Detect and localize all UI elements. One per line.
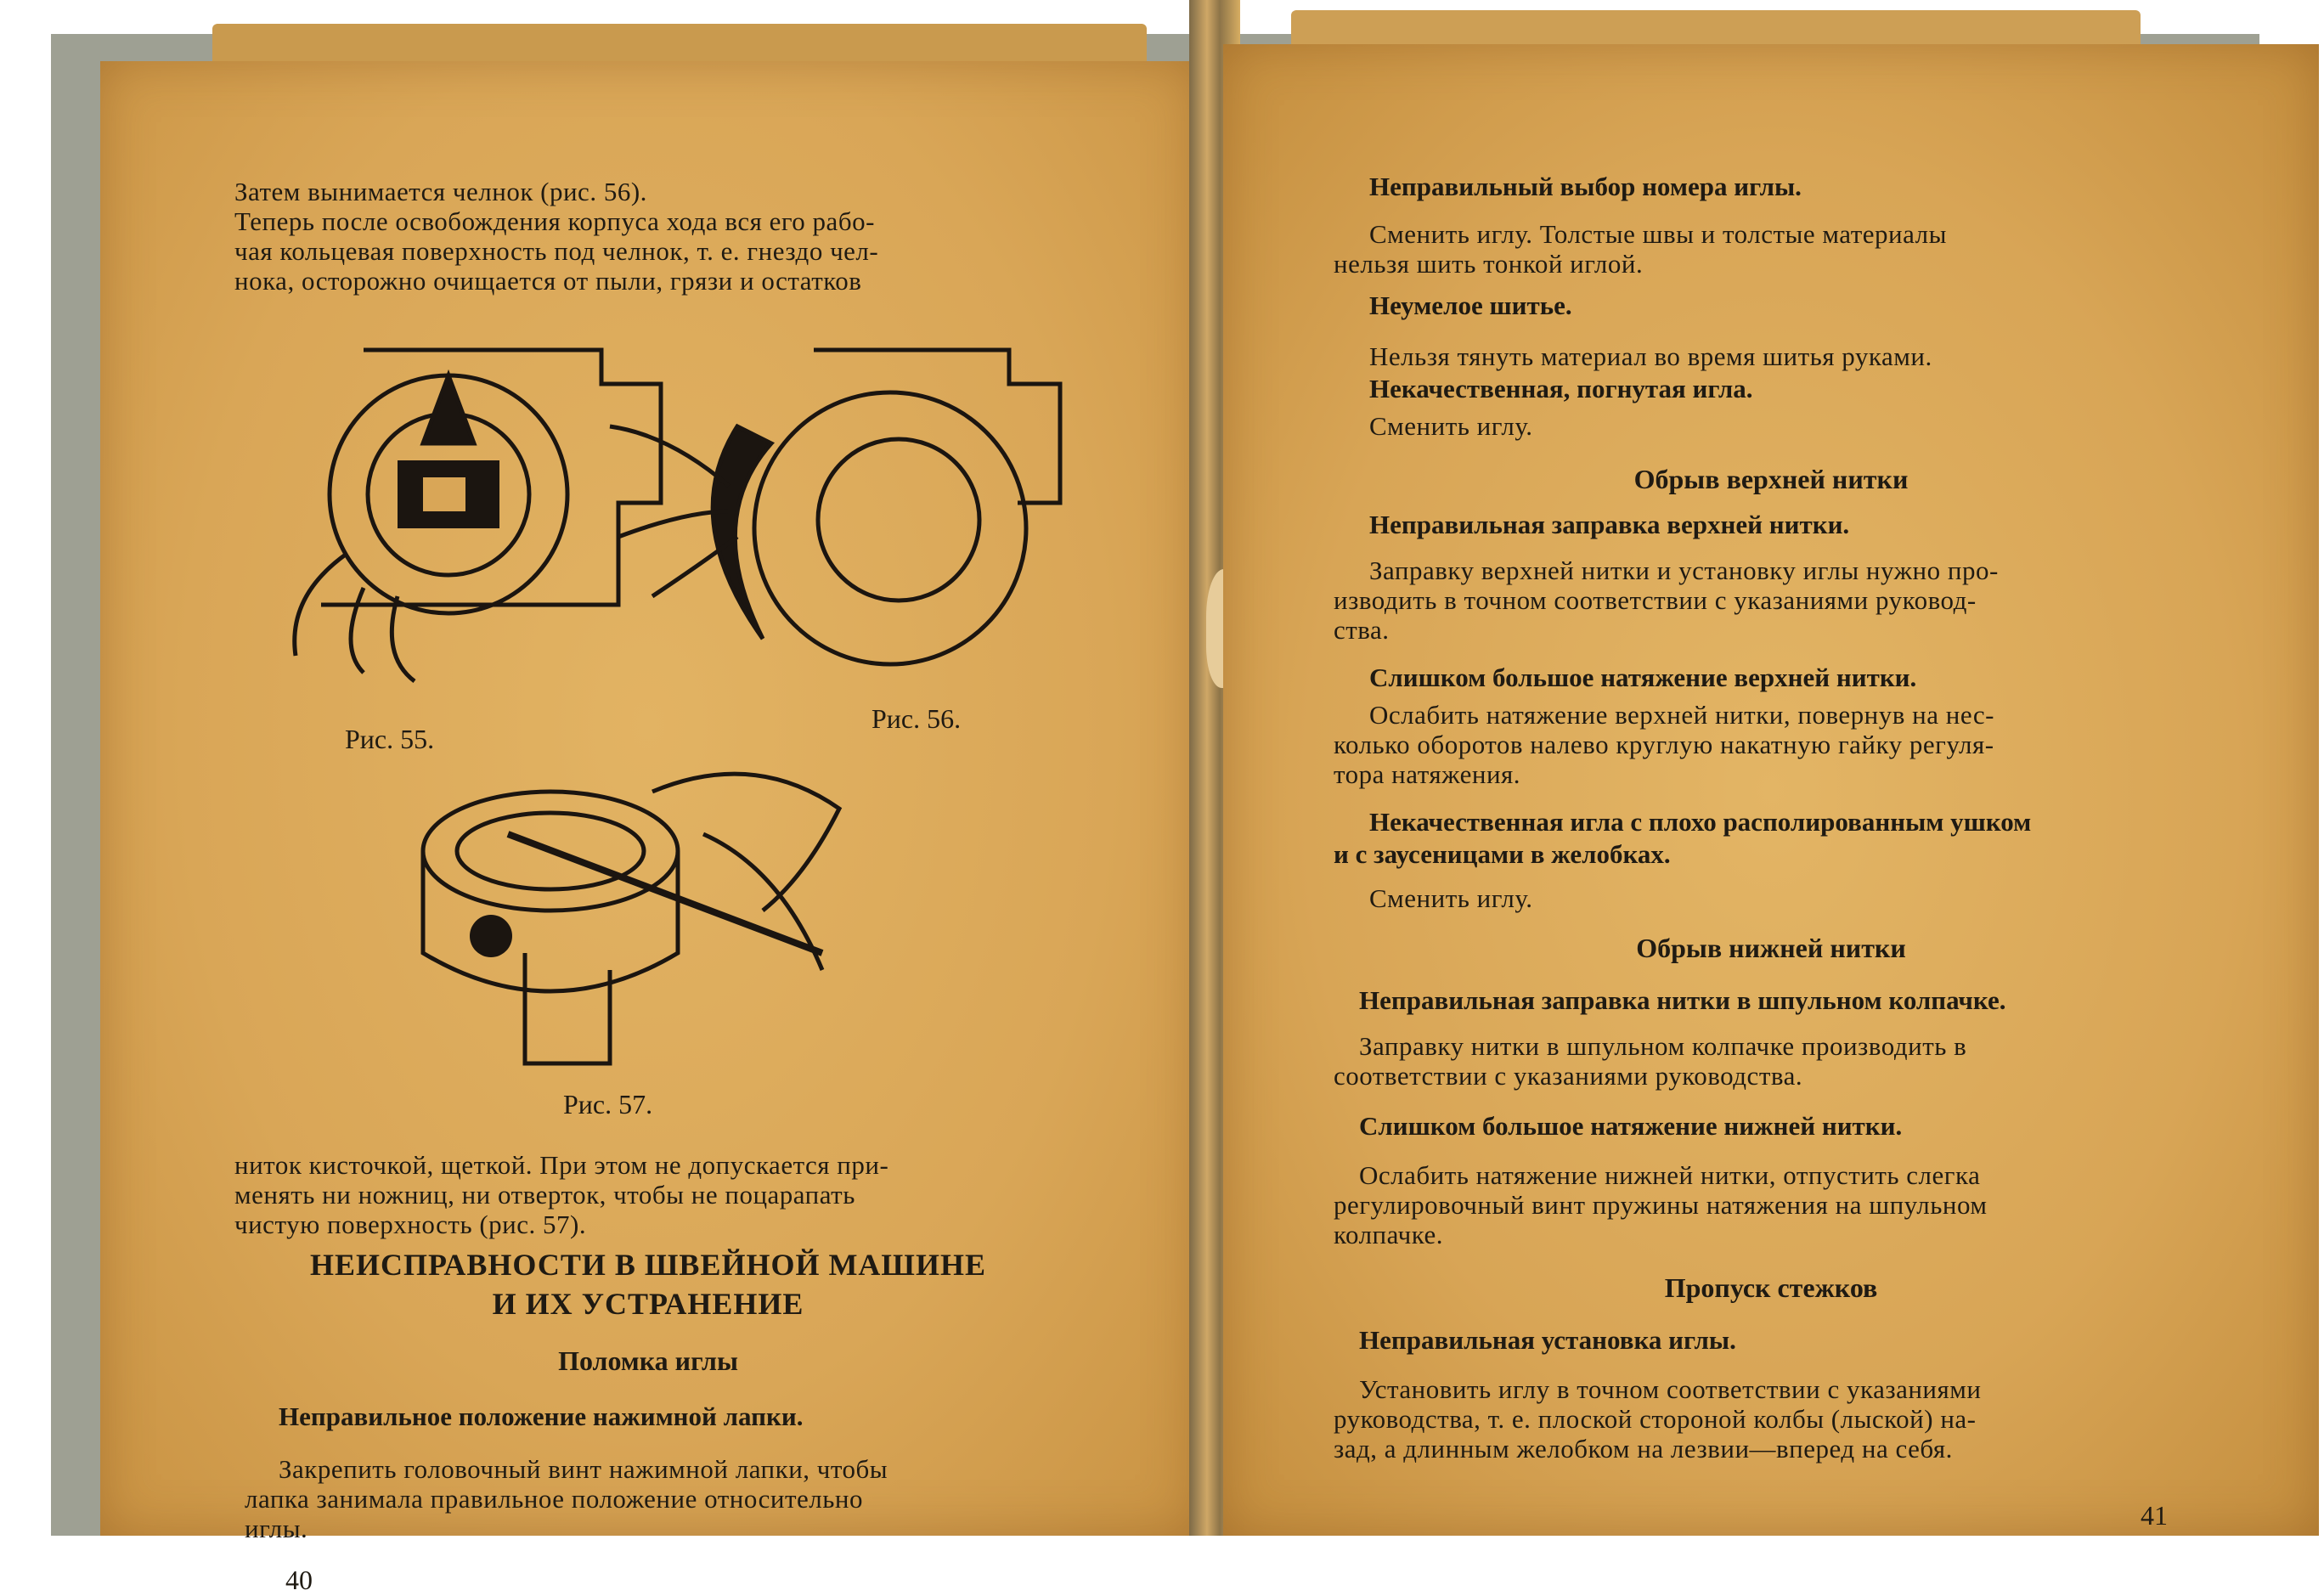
subsection-title: Обрыв нижней нитки — [1636, 933, 1906, 963]
cause-heading: Неправильная заправка нитки в шпульном колпачке. — [1359, 985, 2006, 1015]
subsection-title: Пропуск стежков — [1664, 1272, 1878, 1303]
body-line: зад, а длинным желобком на лезвии—вперед на себя. — [1334, 1434, 1953, 1463]
subsection-title: Поломка иглы — [558, 1345, 738, 1376]
figure-56-shuttle-illustration — [601, 316, 1077, 715]
cause-heading: Некачественная игла с плохо располированным ушком — [1369, 807, 2032, 837]
body-line: Ослабить натяжение верхней нитки, повернув на нес- — [1369, 700, 1994, 730]
cause-heading: Неправильное положение нажимной лапки. — [279, 1401, 804, 1431]
intro-line: Теперь после освобождения корпуса хода вся его рабо- — [234, 206, 875, 236]
right-page — [1223, 44, 2319, 1536]
figure-57-cleaning-illustration — [398, 758, 873, 1080]
body-line: соответствии с указаниями руководства. — [1334, 1061, 1803, 1091]
cause-heading: и с заусеницами в желобках. — [1334, 839, 1671, 869]
body-line: изводить в точном соответствии с указаниями руковод- — [1334, 585, 1977, 615]
cause-heading: Неправильная установка иглы. — [1359, 1325, 1736, 1355]
body-line: тора натяжения. — [1334, 759, 1521, 789]
body-line: нельзя шить тонкой иглой. — [1334, 249, 1644, 279]
body-line: иглы. — [245, 1514, 308, 1543]
page-number: 41 — [2141, 1500, 2168, 1531]
body-line: менять ни ножниц, ни отверток, чтобы не поцарапать — [234, 1180, 855, 1210]
body-line: руководства, т. е. плоской стороной колбы (лыской) на- — [1334, 1404, 1977, 1434]
body-line: колпачке. — [1334, 1220, 1444, 1249]
figure-56-caption: Рис. 56. — [872, 703, 962, 734]
body-line: Нельзя тянуть материал во время шитья руками. — [1369, 341, 1932, 371]
body-line: лапка занимала правильное положение относительно — [245, 1484, 863, 1514]
body-line: Сменить иглу. Толстые швы и толстые материалы — [1369, 219, 1947, 249]
intro-line: Затем вынимается челнок (рис. 56). — [234, 177, 647, 206]
intro-line: чая кольцевая поверхность под челнок, т. е. гнездо чел- — [234, 236, 879, 266]
figure-55-caption: Рис. 55. — [345, 724, 435, 754]
intro-line: нока, осторожно очищается от пыли, грязи и остатков — [234, 266, 862, 296]
cause-heading: Неправильная заправка верхней нитки. — [1369, 510, 1850, 539]
body-line: Сменить иглу. — [1369, 411, 1533, 441]
section-title: НЕИСПРАВНОСТИ В ШВЕЙНОЙ МАШИНЕ — [310, 1248, 986, 1282]
body-line: Заправку верхней нитки и установку иглы нужно про- — [1369, 555, 1999, 585]
cause-heading: Некачественная, погнутая игла. — [1369, 374, 1753, 403]
page-number: 40 — [285, 1565, 313, 1595]
body-line: регулировочный винт пружины натяжения на шпульном — [1334, 1190, 1988, 1220]
body-line: Ослабить натяжение нижней нитки, отпустить слегка — [1359, 1160, 1981, 1190]
cause-heading: Слишком большое натяжение нижней нитки. — [1359, 1111, 1903, 1141]
body-line: Сменить иглу. — [1369, 883, 1533, 913]
cause-heading: Слишком большое натяжение верхней нитки. — [1369, 663, 1917, 692]
body-line: ниток кисточкой, щеткой. При этом не допускается при- — [234, 1150, 889, 1180]
cause-heading: Неправильный выбор номера иглы. — [1369, 172, 1802, 201]
body-line: Установить иглу в точном соответствии с указаниями — [1359, 1374, 1982, 1404]
section-title: И ИХ УСТРАНЕНИЕ — [492, 1287, 804, 1321]
body-line: Заправку нитки в шпульном колпачке производить в — [1359, 1031, 1967, 1061]
figure-57-caption: Рис. 57. — [563, 1089, 653, 1119]
body-line: чистую поверхность (рис. 57). — [234, 1210, 587, 1239]
left-page — [100, 61, 1196, 1595]
body-line: ства. — [1334, 615, 1390, 645]
body-line: колько оборотов налево круглую накатную гайку регуля- — [1334, 730, 1994, 759]
body-line: Закрепить головочный винт нажимной лапки, чтобы — [279, 1454, 888, 1484]
cause-heading: Неумелое шитье. — [1369, 290, 1572, 320]
subsection-title: Обрыв верхней нитки — [1633, 464, 1909, 494]
